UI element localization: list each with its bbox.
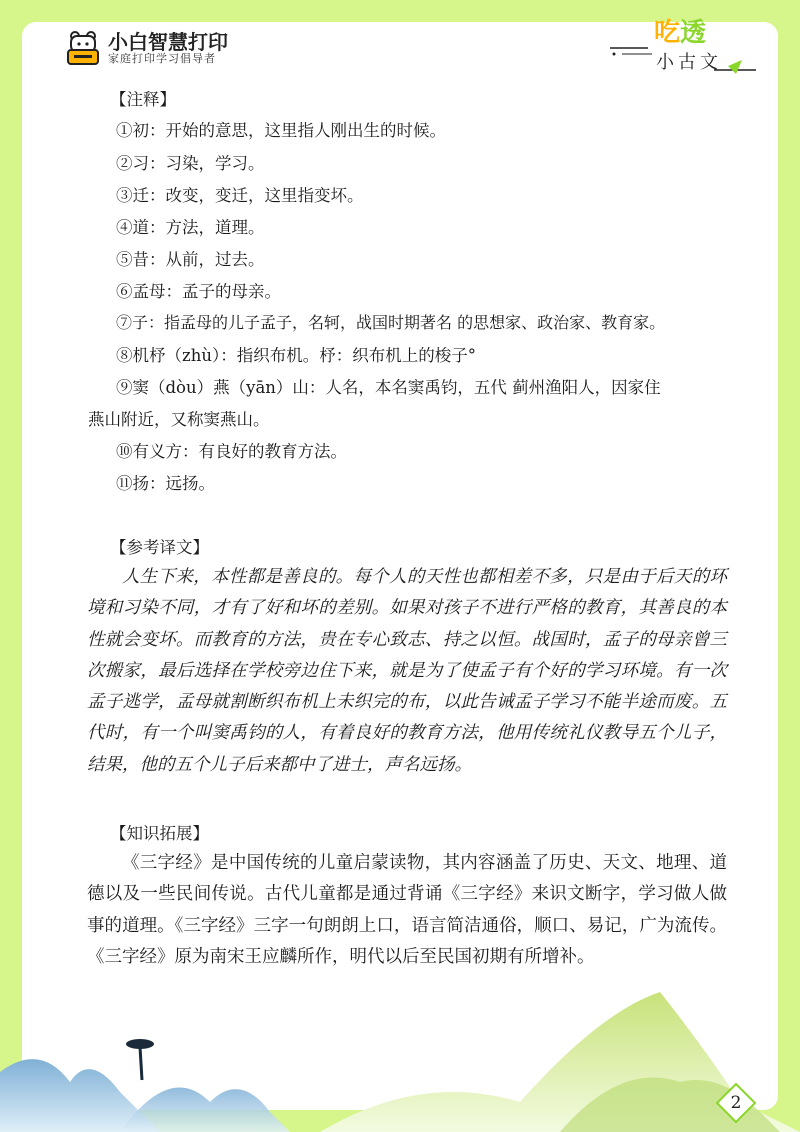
- translation-paragraph: 人生下来，本性都是善良的。每个人的天性也都相差不多，只是由于后天的环境和习染不同，才有了好和坏的差别。如果对孩子不进行严格的教育，其善良的本性就会变坏。而教育的方法，贵在专心致志、持之以恒。战国时，孟子的母亲曾三次搬家，最后选择在学校旁边住下来，就是为了使孟子有个好的学习环境。有一次孟子逃学，孟母就割断织布机上未织完的布，以此告诫孟子学习不能半途而废。五代时，有一个叫窦禹钧的人，有着良好的教育方法，他用传统礼仪教导五个儿子，结果，他的五个儿子后来都中了进士，声名远扬。: [87, 567, 727, 775]
- brand-logo: [66, 30, 228, 66]
- note-item: ③迁：改变，变迁，这里指变坏。: [116, 186, 364, 205]
- note-item: 燕山附近，又称窦燕山。: [88, 410, 270, 429]
- decor-stripes-right-lower: [764, 782, 772, 862]
- page-number: 2: [730, 1093, 742, 1113]
- decor-stripes-left: [28, 250, 36, 360]
- translation-heading: 【参考译文】: [110, 538, 209, 557]
- brand-char-1: 吃: [654, 18, 681, 48]
- extension-heading: 【知识拓展】: [110, 824, 209, 843]
- extension-paragraph: 《三字经》是中国传统的儿童启蒙读物，其内容涵盖了历史、天文、地理、道德以及一些民间传说。古代儿童都是通过背诵《三字经》来识文断字，学习做人做事的道理。《三字经》三字一句朗朗上口，语言简洁通俗，顺口、易记，广为流传。《三字经》原为南宋王应麟所作，明代以后至民国初期有所增补。: [87, 853, 727, 967]
- note-item: ⑪扬：远扬。: [116, 474, 215, 493]
- logo-subtitle: 家庭打印学习倡导者: [108, 51, 216, 65]
- mountain-scenery: [0, 952, 800, 1132]
- brand-subtitle: 小古文: [656, 52, 722, 73]
- note-item: ⑧机杼（zhù）：指织布机。杼：织布机上的梭子°: [116, 346, 476, 365]
- page-number-badge: [716, 1083, 756, 1123]
- brand-char-2: 透: [680, 18, 707, 48]
- note-item: ②习：习染，学习。: [116, 154, 265, 173]
- logo-title: 小白智慧打印: [108, 29, 228, 54]
- note-item: ⑨窦（dòu）燕（yān）山：人名，本名窦禹钧，五代 蓟州渔阳人，因家住: [116, 378, 661, 397]
- note-item: ⑩有义方：有良好的教育方法。: [116, 442, 347, 461]
- note-item: ⑥孟母：孟子的母亲。: [116, 282, 281, 301]
- note-item: ④道：方法，道理。: [116, 218, 265, 237]
- note-item: ⑤昔：从前，过去。: [116, 250, 265, 269]
- decor-stripes-right: [764, 552, 772, 662]
- notes-heading: 【注释】: [110, 90, 176, 109]
- note-item: ⑦子：指孟母的儿子孟子，名轲，战国时期著名 的思想家、政治家、教育家。: [116, 313, 666, 332]
- note-item: ①初：开始的意思，这里指人刚出生的时候。: [116, 121, 446, 140]
- printer-bear-icon: [66, 30, 100, 66]
- series-brand: [608, 8, 758, 78]
